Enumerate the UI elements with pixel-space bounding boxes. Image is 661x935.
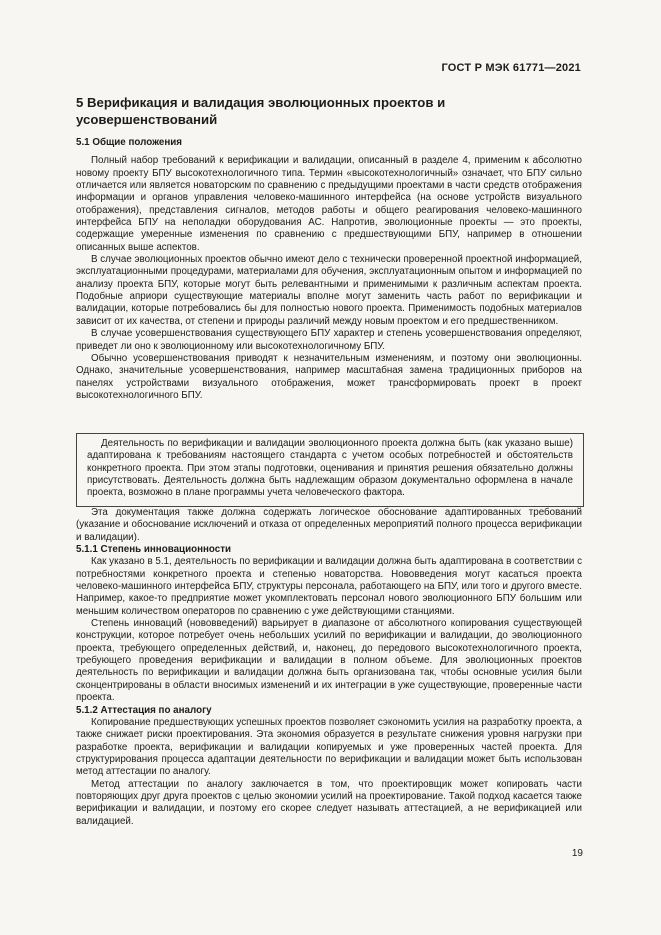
- paragraph: Метод аттестации по аналогу заключается в том, что проектировщик может копировать части повторяющих друг друга проектов с целью экономии усилий на проектирование. Такой подход касается также верификации и валидации, и поэтому его скорее следует называть аттестацией, а не верификацией или валидацией.: [76, 778, 582, 827]
- section-title: 5 Верификация и валидация эволюционных проектов и усовершенствований: [76, 95, 446, 127]
- heading-5-1: 5.1 Общие положения: [76, 137, 183, 148]
- standard-code: ГОСТ Р МЭК 61771—2021: [441, 62, 581, 74]
- section-5-1-block-top: [76, 137, 582, 402]
- heading-5-1-2: 5.1.2 Аттестация по аналогу: [76, 704, 212, 716]
- paragraph: Копирование предшествующих успешных проектов позволяет сэкономить усилия на разработку проекта, а также снижает риски проектирования. Эта экономия образуется в результате снижения уровня нагрузки при разработке проекта, верификации и валидации копируемых и уже проверенных частей проекта. Для структурирования процесса адаптации деятельности по верификации и валидации может быть использован метод аттестации по аналогу.: [76, 716, 582, 778]
- paragraph: Обычно усовершенствования приводят к незначительным изменениям, и поэтому они эволюционны. Однако, значительные усовершенствования, например масштабная замена традиционных приборов на панелях устройствами визуального отображения, может трансформировать проект в проект высокотехнологичного БПУ.: [76, 352, 582, 401]
- page-number: 19: [571, 848, 583, 859]
- requirement-text: Деятельность по верификации и валидации эволюционного проекта должна быть (как указано выше) адаптирована к требованиям настоящего стандарта с учетом особых потребностей и обстоятельств конкретного проекта. При этом этапы подготовки, оценивания и принятия решения обязательно должны присутствовать. Деятельность должна быть надлежащим образом документально оформлена в начале проекта, возможно в плане программы учета человеческого фактора.: [87, 438, 573, 499]
- paragraph: Эта документация также должна содержать логическое обоснование адаптированных требований (указание и обоснование исключений и отказа от определенных мероприятий полного процесса верификации и валидации).: [76, 507, 582, 543]
- section-5-1-block-bottom: [76, 507, 582, 828]
- paragraph: Степень инноваций (нововведений) варьирует в диапазоне от абсолютного копирования существующей конструкции, которое потребует очень небольших усилий по верификации и валидации, до эволюционного проекта, требующего определенных действий, и, наконец, до передового высокотехнологичного проекта, требующего проведения верификации и валидации в полном объеме. Для эволюционных проектов деятельность по верификации и валидации должна быть организована так, чтобы основные усилия были сконцентрированы в области вносимых изменений и их интеграции в уже существующие, проверенные части проекта.: [76, 618, 582, 704]
- paragraph: Как указано в 5.1, деятельность по верификации и валидации должна быть адаптирована в соответствии с потребностями конкретного проекта и степенью новаторства. Нововведения могут касаться проекта человеко-машинного интерфейса БПУ, структуры персонала, работающего на БПУ, или того и другого вместе. Например, какое-то предприятие может укомплектовать персонал нового эволюционного БПУ большим или меньшим количеством операторов по сравнению с уже действующими станциями.: [76, 556, 582, 617]
- requirement-box: [76, 433, 584, 507]
- paragraph: В случае усовершенствования существующего БПУ характер и степень усовершенствования определяют, приведет ли оно к эволюционному или высокотехнологичному БПУ.: [76, 328, 582, 352]
- paragraph: Полный набор требований к верификации и валидации, описанный в разделе 4, применим к абсолютно новому проекту БПУ высокотехнологичного типа. Термин «высокотехнологичный» означает, что БПУ сильно отличается или является новаторским по сравнению с предыдущими проектами в части средств отображения информации и органов управления человеко-машинного интерфейса (на основе устройств визуального отображения), представления сигналов, методов работы и общего реагирования человеко-машинного интерфейса БПУ на неполадки оборудования АС. Напротив, эволюционные проекты — это проекты, содержащие умеренные изменения по сравнению с предшествующими БПУ, например в отношении описанных выше аспектов.: [76, 155, 582, 253]
- heading-5-1-1: 5.1.1 Степень инновационности: [76, 544, 232, 556]
- paragraph: В случае эволюционных проектов обычно имеют дело с технически проверенной проектной информацией, эксплуатационными процедурами, материалами для обучения, эксплуатационным опытом и информацией по анализу проекта БПУ, которые могут быть релевантными и применимыми к различным аспектам проекта. Подобные априори существующие материалы вполне могут заменить часть работ по верификации и валидации, которые потребовались бы для полностью нового проекта. Применимость подобных материалов зависит от их качества, от степени и природы различий между новым проектом и его предшественником.: [76, 254, 582, 327]
